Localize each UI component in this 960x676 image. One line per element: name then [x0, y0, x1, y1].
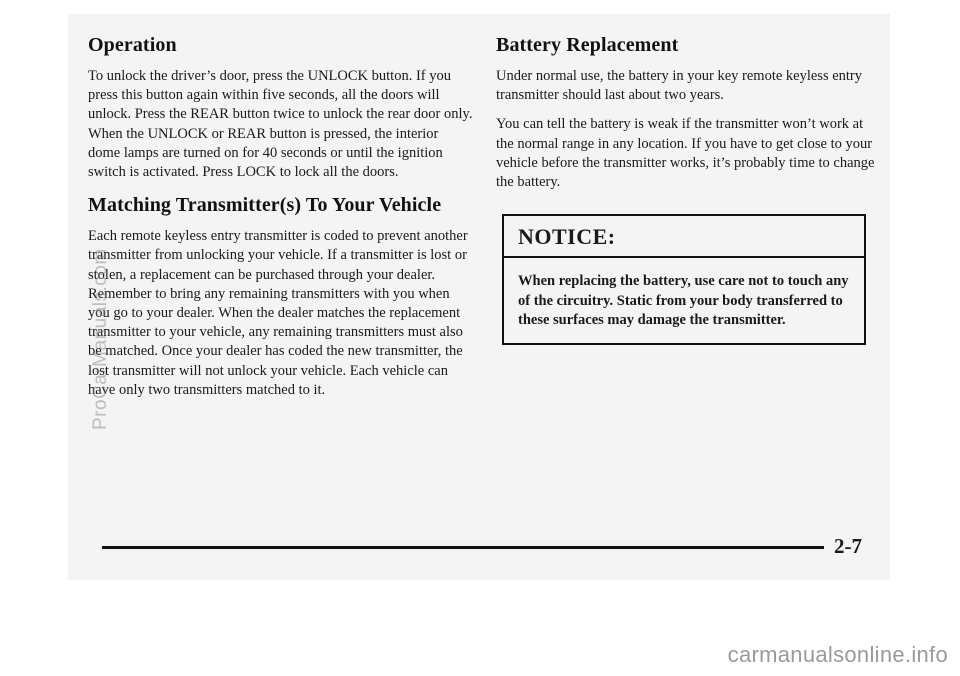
- battery-para-2: You can tell the battery is weak if the transmitter won’t work at the normal range in any location. If you have to get close to your vehicle before the transmitter works, it’s probably time to change the battery.: [496, 116, 875, 191]
- battery-heading: Battery Replacement: [496, 34, 679, 56]
- page-number: 2-7: [834, 534, 862, 558]
- notice-title: NOTICE:: [504, 216, 864, 258]
- notice-box: [502, 214, 866, 345]
- matching-heading: Matching Transmitter(s) To Your Vehicle: [88, 194, 442, 217]
- operation-section: [88, 34, 473, 182]
- matching-text: Each remote keyless entry transmitter is coded to prevent another transmitter from unlocking your vehicle. If a transmitter is lost or stolen, a replacement can be purchased through your dealer. Remember to bring any remaining transmitters with you when you go to your dealer. When the dealer matches the replacement transmitter to your vehicle, any remaining transmitters must also be matched. Once your dealer has coded the new transmitter, the lost transmitter will not unlock your vehicle. Each vehicle can have only two transmitters matched to it.: [88, 228, 468, 398]
- battery-section: [496, 34, 876, 192]
- side-watermark: ProCarManuals.com: [90, 248, 111, 430]
- operation-heading: Operation: [88, 34, 177, 56]
- operation-text: To unlock the driver’s door, press the UNLOCK button. If you press this button again within five seconds, all the doors will unlock. Press the REAR button twice to unlock the rear door only. When the UNLOCK or REAR button is pressed, the interior dome lamps are turned on for 40 seconds or until the ignition switch is activated. Press LOCK to lock all the doors.: [88, 68, 473, 181]
- right-column: [496, 34, 876, 345]
- battery-para-1: Under normal use, the battery in your key remote keyless entry transmitter should last about two years.: [496, 68, 863, 104]
- bottom-watermark[interactable]: carmanualsonline.info: [727, 642, 948, 667]
- footer-rule: [102, 546, 824, 549]
- notice-body: When replacing the battery, use care not to touch any of the circuitry. Static from your body transferred to these surfaces may damage the transmitter.: [518, 273, 849, 329]
- matching-section: [88, 194, 473, 400]
- left-column: [88, 34, 473, 410]
